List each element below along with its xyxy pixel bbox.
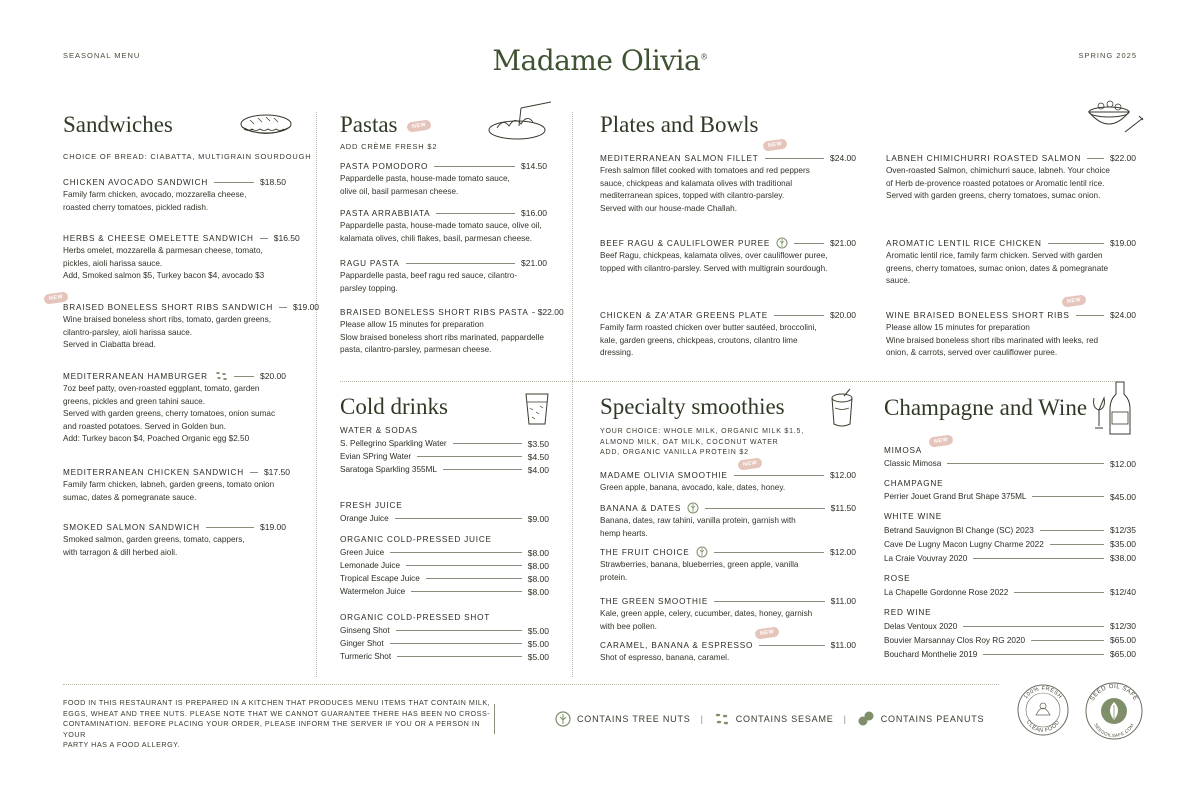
svg-text:SEED OIL SAFE: SEED OIL SAFE xyxy=(1089,683,1139,703)
menu-item: RAGU PASTA $21.00 Pappardelle pasta, beef ragu red sauce, cilantro- parsley topping. xyxy=(340,258,547,293)
cold-pressed-juice-list: ORGANIC COLD-PRESSED JUICE Green Juice $8.00 Lemonade Juice $8.00 Tropical Escape Juice $8.00 Watermelon Juice $8.00 xyxy=(340,535,549,597)
menu-item: MEDITERRANEAN SALMON FILLET $24.00 Fresh salmon fillet cooked with tomatoes and red peppers sauce, chickpeas and kalamata olives with traditional mediterranean spices, topped with cilantro-parsley. Served with our house-made Challah. xyxy=(600,153,856,213)
legend-sesame: CONTAINS SESAME xyxy=(735,714,834,724)
cold-drinks-section xyxy=(340,394,448,420)
column-divider xyxy=(316,112,317,677)
new-badge: NEW xyxy=(737,457,762,470)
juice-glass-icon xyxy=(522,390,552,428)
wine-bottle-icon xyxy=(1090,380,1134,438)
tree-nut-icon xyxy=(687,502,699,514)
seed-oil-safe-badge xyxy=(1084,677,1144,743)
smoothies-title: Specialty smoothies xyxy=(600,394,785,419)
fresh-juice-list: FRESH JUICE Orange Juice $9.00 xyxy=(340,501,549,524)
menu-item: BANANA & DATES $11.50 Banana, dates, raw tahini, vanilla protein, garnish with hemp hearts. xyxy=(600,503,856,538)
menu-item: CHICKEN & ZA'ATAR GREENS PLATE $20.00 Family farm roasted chicken over butter sautéed, broccolini, kale, garden greens, chickpeas, croutons, cilantro lime dressing. xyxy=(600,310,856,357)
pastas-title: Pastas xyxy=(340,112,398,137)
pasta-bowl-icon xyxy=(485,100,555,142)
menu-item: MEDITERRANEAN CHICKEN SANDWICH $17.50 Family farm chicken, labneh, garden greens, tomato onion sumac, dates & pomegranate sauce. xyxy=(63,467,290,502)
sesame-icon xyxy=(714,711,730,727)
svg-text:SEEDOILSAFE.COM: SEEDOILSAFE.COM xyxy=(1093,722,1135,739)
footer-divider xyxy=(494,704,495,734)
new-badge: NEW xyxy=(754,626,779,639)
allergy-notice: FOOD IN THIS RESTAURANT IS PREPARED IN A KITCHEN THAT PRODUCES MENU ITEMS THAT CONTAIN MILK, EGGS, WHEAT AND TREE NUTS. PLEASE NOTE THAT WE CANNOT GUARANTEE THERE HAS BEEN NO CROSS- CONTAMINATION. BEFORE PLACING YOUR ORDER, PLEASE INFORM THE SERVER IF YOU OR A PERSON IN YOUR PARTY HAS A FOOD ALLERGY. xyxy=(63,698,491,749)
cold-drinks-list: WATER & SODAS S. Pellegrino Sparkling Water $3.50 Evian SPring Water $4.50 Saratoga Sparkling 355ML $4.00 xyxy=(340,426,549,475)
menu-item: BEEF RAGU & CAULIFLOWER PUREE $21.00 Beef Ragu, chickpeas, kalamata olives, over cauliflower puree, topped with cilantro-parsley. Served with multigrain sourdough. xyxy=(600,238,856,273)
svg-text:CLEAN FOOD: CLEAN FOOD xyxy=(1024,719,1062,735)
bread-choice-note: CHOICE OF BREAD: CIABATTA, MULTIGRAIN SOURDOUGH xyxy=(63,152,312,161)
menu-item: THE FRUIT CHOICE $12.00 Strawberries, banana, blueberries, green apple, vanilla protein. xyxy=(600,547,856,582)
milk-choice-note: YOUR CHOICE: WHOLE MILK, ORGANIC MILK $1.5, ALMOND MILK, OAT MILK, COCONUT WATER ADD, ORGANIC VANILLA PROTEIN $2 xyxy=(600,428,804,456)
plates-section xyxy=(600,112,758,138)
seasonal-label: SEASONAL MENU xyxy=(63,51,141,60)
salad-bowl-icon xyxy=(1085,96,1147,138)
menu-item: LABNEH CHIMICHURRI ROASTED SALMON $22.00 Oven-roasted Salmon, chimichurri sauce, labneh. Your choice of Herb de-provence roasted potatoes or Aromatic lentil rice. Served with garden greens, cherry tomatoes, sumac onion. xyxy=(886,153,1136,200)
new-badge: NEW xyxy=(43,291,68,304)
pasta-addon-note: ADD CRÈME FRESH $2 xyxy=(340,142,438,151)
legend-peanuts: CONTAINS PEANUTS xyxy=(880,714,985,724)
wine-section xyxy=(884,395,1087,421)
sandwiches-section xyxy=(63,112,173,138)
new-badge: NEW xyxy=(928,434,953,447)
plates-title: Plates and Bowls xyxy=(600,112,759,137)
menu-item: MADAME OLIVIA SMOOTHIE $12.00 Green apple, banana, avocado, kale, dates, honey. xyxy=(600,470,856,492)
menu-item: PASTA POMODORO $14.50 Pappardelle pasta, house-made tomato sauce, olive oil, basil parmesan cheese. xyxy=(340,161,547,196)
brand-logo: Madame Olivia® xyxy=(492,44,708,77)
legend-tree-nuts: CONTAINS TREE NUTS xyxy=(577,714,691,724)
menu-item: PASTA ARRABBIATA $16.00 Pappardelle pasta, house-made tomato sauce, olive oil, kalamata olives, chili flakes, basil, parmesan cheese. xyxy=(340,208,547,243)
tree-nut-icon xyxy=(696,546,708,558)
wine-title: Champagne and Wine xyxy=(884,395,1088,420)
cold-drinks-title: Cold drinks xyxy=(340,394,448,419)
pastas-section xyxy=(340,112,398,138)
menu-item: CHICKEN AVOCADO SANDWICH $18.50 Family farm chicken, avocado, mozzarella cheese, roasted cherry tomatoes, pickled radish. xyxy=(63,177,286,212)
menu-item: THE GREEN SMOOTHIE $11.00 Kale, green apple, celery, cucumber, dates, honey, garnish with bee pollen. xyxy=(600,596,856,631)
menu-item: WINE BRAISED BONELESS SHORT RIBS $24.00 Please allow 15 minutes for preparation Wine braised boneless short ribs marinated with leeks, red onion, & carrots, served over cauliflower puree. xyxy=(886,310,1136,357)
menu-item: CARAMEL, BANANA & ESPRESSO $11.00 Shot of espresso, banana, caramel. xyxy=(600,640,856,662)
fresh-food-badge xyxy=(1016,677,1070,743)
tree-nut-icon xyxy=(555,711,571,727)
menu-item: HERBS & CHEESE OMELETTE SANDWICH $16.50 Herbs omelet, mozzarella & parmesan cheese, tomato, pickles, aioli harissa sauce. Add, Smoked salmon $5, Turkey bacon $4, avocado $3 xyxy=(63,233,300,280)
menu-item: SMOKED SALMON SANDWICH $19.00 Smoked salmon, garden greens, tomato, cappers, with tarragon & dill herbed aioli. xyxy=(63,522,286,557)
season-label: SPRING 2025 xyxy=(1078,51,1137,60)
wine-list: MIMOSA Classic Mimosa $12.00 CHAMPAGNE Perrier Jouet Grand Brut Shape 375ML $45.00 WHITE WINE Betrand Sauvignon Bl Change (SC) 2023 $12/35 Cave De Lugny Macon Lugny Charme 2022 $35.00 La Craie Vouvray 2020 $38.00 ROSE La Chapelle Gordonne Rose 2022 $12/40 RED WINE Delas Ventoux 2020 $12/30 Bouvier Marsannay Clos Roy RG 2020 $65.00 Bouchard Monthelie 2019 $65.00 xyxy=(884,446,1136,659)
menu-item: BRAISED BONELESS SHORT RIBS PASTA $22.00 Please allow 15 minutes for preparation Slow braised boneless short ribs marinated, pappardelle pasta, cilantro-parsley, parmesan cheese. xyxy=(340,307,564,354)
new-badge: NEW xyxy=(406,119,431,132)
smoothies-section xyxy=(600,394,785,420)
tree-nut-icon xyxy=(776,237,788,249)
allergen-legend: CONTAINS TREE NUTS | CONTAINS SESAME | CONTAINS PEANUTS xyxy=(555,711,984,727)
new-badge: NEW xyxy=(762,138,787,151)
sandwich-icon xyxy=(236,110,296,142)
column-divider xyxy=(572,112,573,677)
smoothie-glass-icon xyxy=(828,388,858,430)
sandwiches-title: Sandwiches xyxy=(63,112,173,137)
peanut-icon xyxy=(857,711,875,727)
footer-divider xyxy=(63,684,999,685)
cold-pressed-shot-list: ORGANIC COLD-PRESSED SHOT Ginseng Shot $5.00 Ginger Shot $5.00 Turmeric Shot $5.00 xyxy=(340,613,549,662)
svg-text:100% FRESH: 100% FRESH xyxy=(1023,685,1063,701)
new-badge: NEW xyxy=(1061,294,1086,307)
menu-item: MEDITERRANEAN HAMBURGER $20.00 7oz beef patty, oven-roasted eggplant, tomato, garden greens, pickles and green tahini sauce. Served with garden greens, cherry tomatoes, onion sumac and roasted potatoes. Served in Golden bun. Add: Turkey bacon $4, Poached Organic egg $2.50 xyxy=(63,371,286,443)
menu-item: AROMATIC LENTIL RICE CHICKEN $19.00 Aromatic lentil rice, family farm chicken. Served with garden greens, cherry tomatoes, sumac onion, dates & pomegranate sauce. xyxy=(886,238,1136,285)
row-divider xyxy=(340,381,1115,382)
menu-item: BRAISED BONELESS SHORT RIBS SANDWICH $19.00 Wine braised boneless short ribs, tomato, garden greens, cilantro-parsley, aioli harissa sauce. Served in Ciabatta bread. xyxy=(63,302,320,349)
sesame-icon xyxy=(214,370,228,382)
